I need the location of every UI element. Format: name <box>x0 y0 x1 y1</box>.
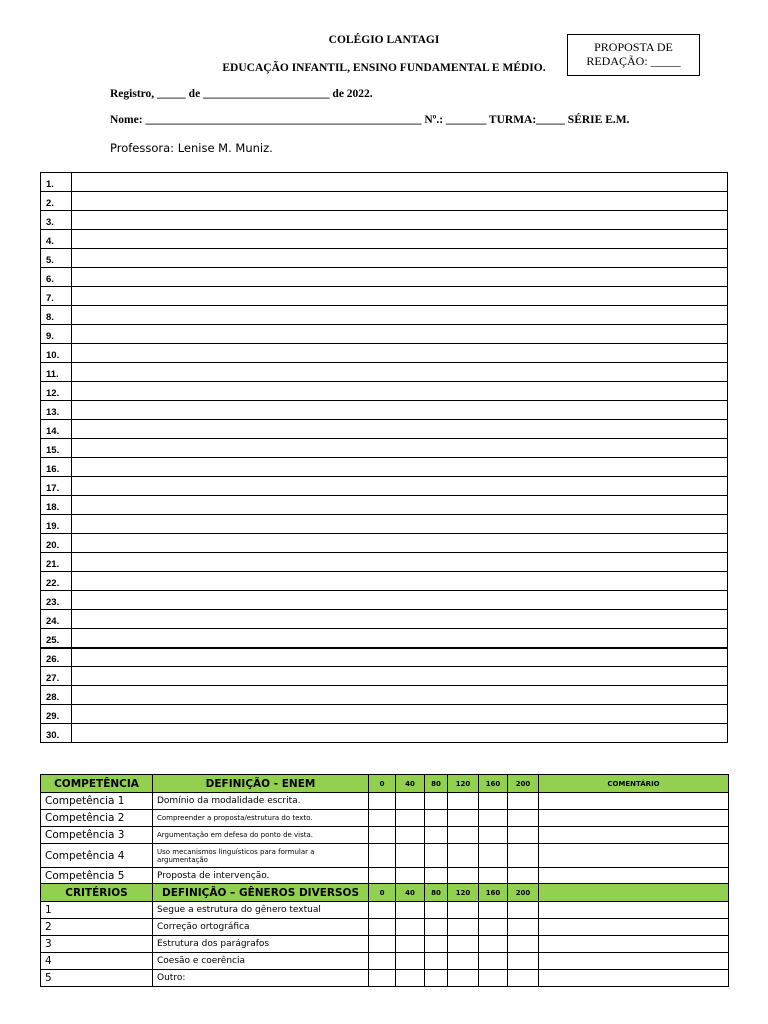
writing-line <box>41 629 728 648</box>
score-cell[interactable] <box>396 919 425 936</box>
line-number: 25. <box>41 629 72 648</box>
teacher-name: Professora: Lenise M. Muniz. <box>110 141 273 155</box>
grading-header-cell: COMPETÊNCIA <box>41 775 153 793</box>
score-cell[interactable] <box>508 810 539 827</box>
score-cell[interactable] <box>425 844 448 868</box>
writing-line-field[interactable] <box>72 667 728 686</box>
writing-line <box>41 420 728 439</box>
line-number: 22. <box>41 572 72 591</box>
writing-line-field[interactable] <box>72 458 728 477</box>
writing-line-field[interactable] <box>72 173 728 192</box>
grading-row <box>41 953 729 970</box>
score-cell[interactable] <box>479 793 508 810</box>
score-cell[interactable] <box>479 919 508 936</box>
line-number: 8. <box>41 306 72 325</box>
writing-line <box>41 591 728 610</box>
grading-row-definition: Argumentação em defesa do ponto de vista. <box>153 827 369 844</box>
line-number: 27. <box>41 667 72 686</box>
score-cell[interactable] <box>425 970 448 987</box>
line-number: 17. <box>41 477 72 496</box>
score-cell[interactable] <box>369 919 396 936</box>
writing-line <box>41 553 728 572</box>
writing-line-field[interactable] <box>72 344 728 363</box>
score-cell[interactable] <box>369 810 396 827</box>
score-cell[interactable] <box>479 844 508 868</box>
line-number: 5. <box>41 249 72 268</box>
score-cell[interactable] <box>508 953 539 970</box>
writing-line <box>41 534 728 553</box>
writing-line-field[interactable] <box>72 477 728 496</box>
score-cell[interactable] <box>508 827 539 844</box>
grading-row-label: 1 <box>41 902 153 919</box>
writing-line <box>41 344 728 363</box>
comment-cell[interactable] <box>539 793 729 810</box>
line-number: 29. <box>41 705 72 724</box>
grading-row <box>41 827 729 844</box>
score-cell[interactable] <box>508 844 539 868</box>
score-cell[interactable] <box>479 970 508 987</box>
comment-cell[interactable] <box>539 827 729 844</box>
grading-header-cell: DEFINIÇÃO - ENEM <box>153 775 369 793</box>
line-number: 19. <box>41 515 72 534</box>
writing-line-field[interactable] <box>72 230 728 249</box>
score-cell[interactable] <box>425 793 448 810</box>
grading-row-definition: Outro: <box>153 970 369 987</box>
writing-line <box>41 458 728 477</box>
writing-line-field[interactable] <box>72 705 728 724</box>
writing-line <box>41 363 728 382</box>
enem-grading-table <box>40 774 729 885</box>
writing-line <box>41 496 728 515</box>
registro-line[interactable]: Registro, _____ de ______________________ de 2022. <box>110 88 373 100</box>
grading-row-label: 2 <box>41 919 153 936</box>
writing-line-field[interactable] <box>72 306 728 325</box>
writing-line <box>41 572 728 591</box>
grading-header-cell: 120 <box>448 884 479 902</box>
writing-line-field[interactable] <box>72 572 728 591</box>
writing-line-field[interactable] <box>72 610 728 629</box>
writing-line <box>41 268 728 287</box>
score-cell[interactable] <box>425 936 448 953</box>
grading-row-definition: Uso mecanismos linguísticos para formular a argumentação <box>153 844 369 868</box>
writing-line-field[interactable] <box>72 515 728 534</box>
grading-row <box>41 844 729 868</box>
name-line[interactable]: Nome: ________________________________________________ Nº.: _______ TURMA:_____ SÉRIE E.M. <box>110 114 630 126</box>
grading-row-label: Competência 1 <box>41 793 153 810</box>
score-cell[interactable] <box>479 810 508 827</box>
writing-line-field[interactable] <box>72 591 728 610</box>
grading-header-cell: 160 <box>479 884 508 902</box>
score-cell[interactable] <box>396 970 425 987</box>
comment-cell[interactable] <box>539 868 729 885</box>
score-cell[interactable] <box>425 827 448 844</box>
writing-line-field[interactable] <box>72 534 728 553</box>
writing-line-field[interactable] <box>72 211 728 230</box>
grading-row-label: Competência 5 <box>41 868 153 885</box>
score-cell[interactable] <box>425 810 448 827</box>
grading-header-cell: 80 <box>425 884 448 902</box>
line-number: 20. <box>41 534 72 553</box>
score-cell[interactable] <box>508 793 539 810</box>
proposal-box <box>567 34 700 76</box>
writing-line-field[interactable] <box>72 192 728 211</box>
grading-row-label: 5 <box>41 970 153 987</box>
writing-line <box>41 249 728 268</box>
score-cell[interactable] <box>479 902 508 919</box>
line-number: 7. <box>41 287 72 306</box>
score-cell[interactable] <box>396 868 425 885</box>
grading-header-row <box>41 884 729 902</box>
score-cell[interactable] <box>448 844 479 868</box>
score-cell[interactable] <box>369 827 396 844</box>
score-cell[interactable] <box>425 902 448 919</box>
score-cell[interactable] <box>448 810 479 827</box>
writing-line <box>41 667 728 686</box>
score-cell[interactable] <box>448 953 479 970</box>
grading-row-label: Competência 3 <box>41 827 153 844</box>
line-number: 6. <box>41 268 72 287</box>
writing-line <box>41 610 728 629</box>
score-cell[interactable] <box>448 868 479 885</box>
score-cell[interactable] <box>396 827 425 844</box>
grading-header-cell: 40 <box>396 775 425 793</box>
grading-row <box>41 810 729 827</box>
comment-cell[interactable] <box>539 953 729 970</box>
grading-header-cell: 80 <box>425 775 448 793</box>
line-number: 14. <box>41 420 72 439</box>
grading-row-label: 3 <box>41 936 153 953</box>
writing-line <box>41 686 728 705</box>
writing-line <box>41 173 728 192</box>
writing-line <box>41 477 728 496</box>
score-cell[interactable] <box>425 868 448 885</box>
score-cell[interactable] <box>479 868 508 885</box>
grading-row-definition: Correção ortográfica <box>153 919 369 936</box>
writing-line <box>41 401 728 420</box>
writing-line <box>41 515 728 534</box>
writing-line <box>41 287 728 306</box>
score-cell[interactable] <box>396 793 425 810</box>
grading-header-cell <box>539 884 729 902</box>
grading-row-label: Competência 4 <box>41 844 153 868</box>
writing-line-field[interactable] <box>72 496 728 515</box>
line-number: 13. <box>41 401 72 420</box>
score-cell[interactable] <box>448 936 479 953</box>
line-number: 23. <box>41 591 72 610</box>
line-number: 1. <box>41 173 72 192</box>
grading-header-cell: DEFINIÇÃO – GÊNEROS DIVERSOS <box>153 884 369 902</box>
writing-line <box>41 439 728 458</box>
grading-header-cell: 40 <box>396 884 425 902</box>
writing-line <box>41 325 728 344</box>
writing-line-field[interactable] <box>72 363 728 382</box>
line-number: 12. <box>41 382 72 401</box>
grading-header-cell: 160 <box>479 775 508 793</box>
grading-row-definition: Domínio da modalidade escrita. <box>153 793 369 810</box>
writing-line-field[interactable] <box>72 648 728 667</box>
score-cell[interactable] <box>396 936 425 953</box>
grading-header-cell: 0 <box>369 884 396 902</box>
score-cell[interactable] <box>369 844 396 868</box>
score-cell[interactable] <box>508 970 539 987</box>
grading-header-cell: CRITÉRIOS <box>41 884 153 902</box>
comment-cell[interactable] <box>539 810 729 827</box>
grading-row <box>41 919 729 936</box>
score-cell[interactable] <box>425 953 448 970</box>
proposal-label: PROPOSTA DE <box>594 40 673 54</box>
line-number: 11. <box>41 363 72 382</box>
line-number: 21. <box>41 553 72 572</box>
comment-cell[interactable] <box>539 902 729 919</box>
line-number: 24. <box>41 610 72 629</box>
grading-header-cell: COMENTÁRIO <box>539 775 729 793</box>
score-cell[interactable] <box>369 902 396 919</box>
writing-line-field[interactable] <box>72 420 728 439</box>
grading-row-label: 4 <box>41 953 153 970</box>
writing-line <box>41 705 728 724</box>
line-number: 15. <box>41 439 72 458</box>
score-cell[interactable] <box>508 868 539 885</box>
line-number: 2. <box>41 192 72 211</box>
grading-row <box>41 793 729 810</box>
grading-header-cell: 120 <box>448 775 479 793</box>
writing-line <box>41 230 728 249</box>
grading-row <box>41 902 729 919</box>
score-cell[interactable] <box>425 919 448 936</box>
score-cell[interactable] <box>448 970 479 987</box>
line-number: 26. <box>41 648 72 667</box>
grading-row-definition: Estrutura dos parágrafos <box>153 936 369 953</box>
comment-cell[interactable] <box>539 844 729 868</box>
generos-grading-table <box>40 883 729 987</box>
score-cell[interactable] <box>508 902 539 919</box>
school-name: COLÉGIO LANTAGI <box>328 34 440 46</box>
school-subtitle: EDUCAÇÃO INFANTIL, ENSINO FUNDAMENTAL E MÉDIO. <box>222 62 546 74</box>
line-number: 10. <box>41 344 72 363</box>
score-cell[interactable] <box>396 810 425 827</box>
writing-line-field[interactable] <box>72 287 728 306</box>
score-cell[interactable] <box>479 827 508 844</box>
grading-header-cell: 200 <box>508 775 539 793</box>
score-cell[interactable] <box>508 936 539 953</box>
score-cell[interactable] <box>396 844 425 868</box>
line-number: 4. <box>41 230 72 249</box>
writing-line-field[interactable] <box>72 439 728 458</box>
writing-line-field[interactable] <box>72 724 728 743</box>
comment-cell[interactable] <box>539 919 729 936</box>
writing-lines-table <box>40 172 728 743</box>
writing-line-field[interactable] <box>72 268 728 287</box>
score-cell[interactable] <box>479 953 508 970</box>
grading-header-cell: 0 <box>369 775 396 793</box>
writing-line <box>41 382 728 401</box>
score-cell[interactable] <box>448 919 479 936</box>
line-number: 28. <box>41 686 72 705</box>
grading-row-label: Competência 2 <box>41 810 153 827</box>
line-number: 3. <box>41 211 72 230</box>
score-cell[interactable] <box>479 936 508 953</box>
comment-cell[interactable] <box>539 970 729 987</box>
score-cell[interactable] <box>448 827 479 844</box>
writing-line-field[interactable] <box>72 325 728 344</box>
score-cell[interactable] <box>369 793 396 810</box>
writing-line <box>41 648 728 667</box>
line-number: 9. <box>41 325 72 344</box>
line-number: 30. <box>41 724 72 743</box>
line-number: 18. <box>41 496 72 515</box>
grading-row <box>41 868 729 885</box>
score-cell[interactable] <box>396 953 425 970</box>
grading-row-definition: Compreender a proposta/estrutura do texto. <box>153 810 369 827</box>
grading-row-definition: Coesão e coerência <box>153 953 369 970</box>
score-cell[interactable] <box>508 919 539 936</box>
writing-line <box>41 211 728 230</box>
score-cell[interactable] <box>396 902 425 919</box>
grading-header-row <box>41 775 729 793</box>
writing-line-field[interactable] <box>72 686 728 705</box>
grading-row <box>41 936 729 953</box>
line-number: 16. <box>41 458 72 477</box>
writing-line-field[interactable] <box>72 249 728 268</box>
score-cell[interactable] <box>369 868 396 885</box>
score-cell[interactable] <box>369 953 396 970</box>
writing-line-field[interactable] <box>72 629 728 648</box>
proposal-number-field[interactable]: REDAÇÃO: _____ <box>586 54 681 68</box>
grading-header-cell: 200 <box>508 884 539 902</box>
writing-line <box>41 724 728 743</box>
comment-cell[interactable] <box>539 936 729 953</box>
score-cell[interactable] <box>369 970 396 987</box>
grading-row-definition: Segue a estrutura do gênero textual <box>153 902 369 919</box>
writing-line-field[interactable] <box>72 553 728 572</box>
score-cell[interactable] <box>369 936 396 953</box>
score-cell[interactable] <box>448 793 479 810</box>
score-cell[interactable] <box>448 902 479 919</box>
writing-line-field[interactable] <box>72 382 728 401</box>
grading-row <box>41 970 729 987</box>
grading-row-definition: Proposta de intervenção. <box>153 868 369 885</box>
writing-line-field[interactable] <box>72 401 728 420</box>
writing-line <box>41 306 728 325</box>
writing-line <box>41 192 728 211</box>
